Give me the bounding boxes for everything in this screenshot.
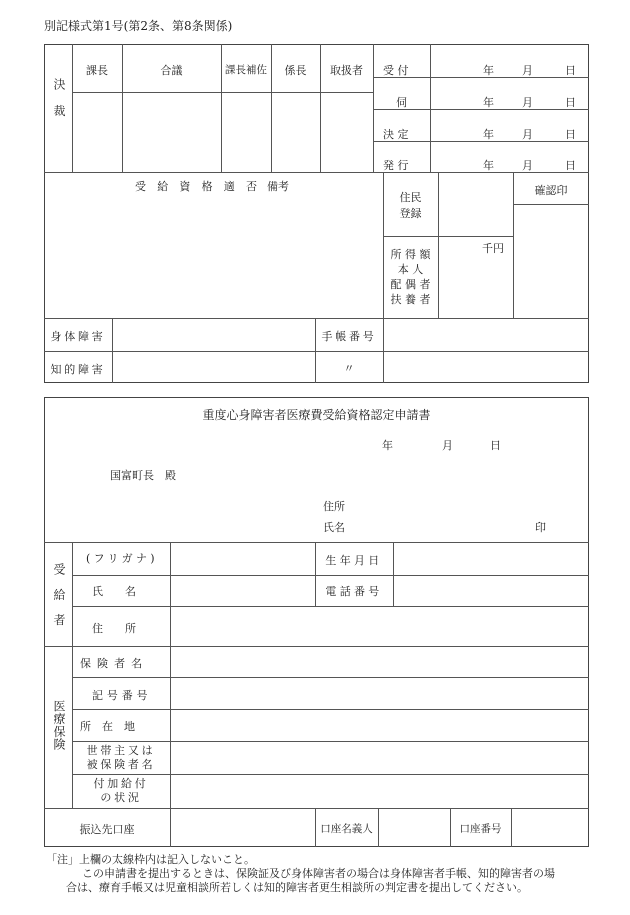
date-nen: 年 [483,159,494,172]
furigana-label: (フリガナ) [86,552,158,565]
kakunin-label: 確認印 [534,184,568,197]
role-kacho: 課長 [86,64,108,77]
symbol-number-label: 記号番号 [92,689,152,702]
applicant-address-label: 住所 [323,500,345,513]
step-ukagai: 伺 [396,96,407,109]
jumin-label: 住民 登録 [399,191,422,220]
ditto-mark: 〃 [343,362,355,375]
apply-date-nen: 年 [382,439,393,452]
role-kacho-hosa: 課長補佐 [225,64,267,76]
senen-unit: 千円 [482,242,504,255]
form-number-header: 別記様式第1号(第2条、第8条関係) [44,19,233,33]
date-tsuki: 月 [522,96,533,109]
additional-benefit-label: 付加給付 の状況 [93,777,149,804]
birthdate-label: 生年月日 [325,554,383,567]
techo-label: 手帳番号 [321,330,377,343]
note-line-2: この申請書を提出するときは、保険証及び身体障害者の場合は身体障害者手帳、知的障害者の場 [82,867,555,880]
apply-date-tsuki: 月 [442,439,453,452]
shotoku-label: 所 得 額 本 人 配 偶 者 扶 養 者 [390,248,431,306]
location-label: 所 在 地 [80,720,135,733]
date-tsuki: 月 [522,64,533,77]
form-title: 重度心身障害者医療費受給資格認定申請書 [202,408,431,422]
date-hi: 日 [565,159,576,172]
step-uketsuke: 受 付 [383,64,409,77]
apply-date-hi: 日 [490,439,501,452]
bank-account-label: 振込先口座 [79,823,135,836]
date-tsuki: 月 [522,159,533,172]
chiteki-label: 知的障害 [50,363,106,376]
kessai-label: 決裁 [52,78,66,131]
phone-label: 電話番号 [325,585,383,598]
note-label: 備考 [267,180,289,193]
eligibility-title: 受 給 資 格 適 否 [135,180,261,193]
recipient-group-label: 受給者 [52,563,66,639]
date-hi: 日 [565,64,576,77]
note-line-1: 「注」上欄の太線枠内は記入しないこと。 [46,853,255,866]
date-nen: 年 [483,96,494,109]
shintai-label: 身体障害 [50,330,106,343]
date-hi: 日 [565,128,576,141]
household-head-label: 世帯主又は 被保険者名 [86,744,156,771]
role-aigi: 合議 [160,64,183,77]
date-hi: 日 [565,96,576,109]
insurance-group-label: 医療保険 [52,700,66,751]
recipient-address-label: 住 所 [92,622,136,635]
date-nen: 年 [483,128,494,141]
account-number-label: 口座番号 [459,823,502,835]
addressee: 国富町長 殿 [110,469,176,482]
seal-mark: 印 [535,521,546,534]
applicant-name-label: 氏名 [323,521,345,534]
date-nen: 年 [483,64,494,77]
account-holder-label: 口座名義人 [320,823,373,835]
step-hakko: 発 行 [383,159,409,172]
insurer-name-label: 保険者名 [80,657,149,670]
recipient-name-label: 氏 名 [92,585,136,598]
step-kettei: 決 定 [383,128,409,141]
role-toriatsukai: 取扱者 [330,64,363,77]
note-line-3: 合は、療育手帳又は児童相談所若しくは知的障害者更生相談所の判定書を提出してください。 [66,881,528,894]
date-tsuki: 月 [522,128,533,141]
role-kakaricho: 係長 [284,64,307,77]
